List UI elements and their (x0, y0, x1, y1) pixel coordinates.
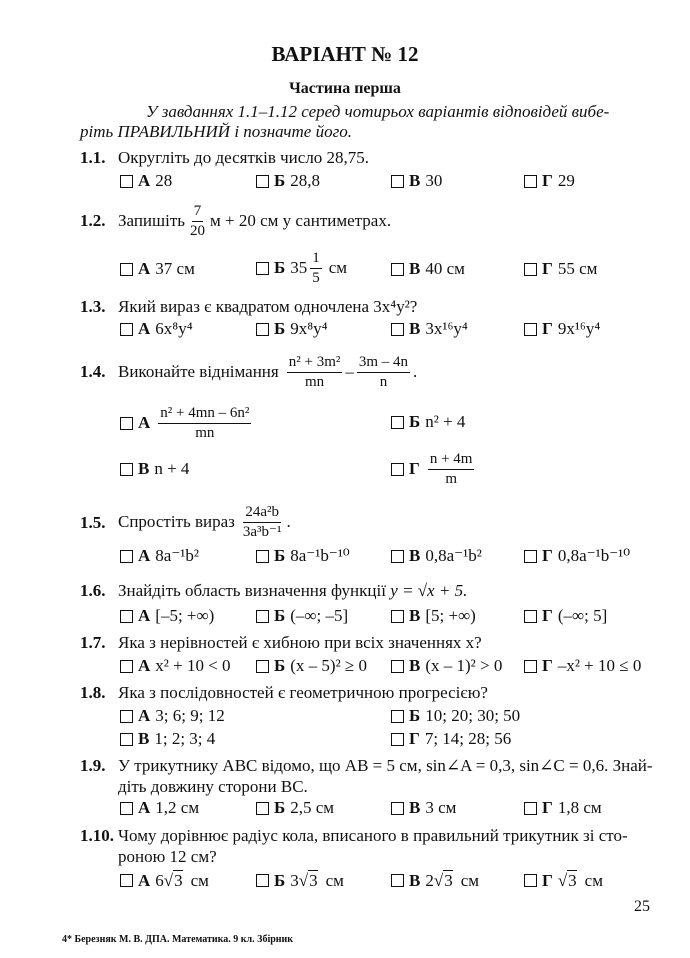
question-number: 1.8. (80, 683, 106, 702)
checkbox[interactable] (120, 417, 133, 430)
sqrt-icon: √ (163, 870, 174, 890)
option-letter: Б (274, 656, 286, 675)
unit: см (584, 870, 603, 890)
checkbox[interactable] (256, 262, 269, 275)
option-letter: А (138, 413, 151, 432)
option-a[interactable] (120, 319, 193, 339)
radicand: 3 (568, 871, 577, 890)
question-text (118, 197, 391, 245)
option-value: 30 (425, 171, 443, 190)
option-letter: Б (409, 706, 421, 725)
option-letter: Г (409, 729, 420, 748)
option-letter: Б (274, 546, 286, 565)
option-value: 9x⁸y⁴ (290, 319, 328, 338)
numerator: n + 4m (428, 450, 475, 470)
checkbox[interactable] (120, 550, 133, 563)
option-value: n + 4 (154, 459, 190, 478)
option-c[interactable] (120, 459, 189, 479)
question-number: 1.5. (80, 513, 106, 532)
option-c[interactable] (391, 319, 468, 339)
option-value: n² + 4 (425, 412, 466, 431)
radicand: 3 (174, 871, 183, 890)
option-value: 9x¹⁶y⁴ (557, 319, 601, 338)
option-a[interactable] (120, 870, 209, 891)
question-text: Яка з нерівностей є хибною при всіх значеннях x? (118, 633, 482, 652)
option-d[interactable] (524, 870, 603, 891)
option-letter: В (409, 656, 421, 675)
numerator: 3m – 4n (357, 353, 410, 373)
option-value: 7; 14; 28; 56 (424, 729, 512, 748)
option-value: 3 см (425, 798, 457, 817)
footer-note: 4* Березняк М. В. ДПА. Математика. 9 кл. Збірник (62, 934, 294, 945)
option-value: 2,5 см (290, 798, 335, 817)
question-text: Виконайте віднімання $\frac{\text{n² + 3m²}}{mn}$ – $\frac{3m - 4n}{n}$ . (118, 353, 418, 390)
checkbox[interactable] (256, 802, 269, 815)
option-value: 0,8a⁻¹b² (425, 546, 482, 565)
coefficient: 2 (425, 870, 434, 890)
option-integer: 35 (290, 258, 308, 277)
option-letter: А (138, 870, 151, 890)
option-letter: В (409, 546, 421, 565)
option-d[interactable] (524, 606, 607, 626)
denominator: mn (304, 373, 325, 390)
checkbox[interactable] (391, 802, 404, 815)
checkbox[interactable] (524, 323, 537, 336)
question-text: Який вираз є квадратом одночлена 3x⁴y²? (118, 297, 418, 316)
checkbox[interactable] (256, 660, 269, 673)
checkbox[interactable] (256, 874, 269, 887)
option-value: x² + 10 < 0 (155, 656, 231, 675)
question-text-line-1: У трикутнику ABC відомо, що AB = 5 см, sin∠A = 0,3, sin∠C = 0,6. Знай- (118, 756, 653, 775)
minus-sign: – (345, 362, 354, 381)
unit: см (460, 870, 479, 890)
question-text-line-2: діть довжину сторони BC. (118, 777, 308, 796)
checkbox[interactable] (256, 175, 269, 188)
option-letter: Б (274, 319, 286, 338)
option-letter: Г (542, 171, 553, 190)
checkbox[interactable] (120, 263, 133, 276)
option-letter: Б (274, 171, 286, 190)
instructions-line-2: ріть ПРАВИЛЬНИЙ і позначте його. (80, 122, 352, 141)
checkbox[interactable] (120, 323, 133, 336)
option-d[interactable] (524, 259, 597, 279)
fraction (241, 503, 284, 542)
option-value: 10; 20; 30; 50 (425, 706, 521, 725)
option-letter: В (138, 729, 150, 748)
option-letter: Г (542, 870, 553, 890)
option-a[interactable] (120, 706, 225, 726)
checkbox[interactable] (524, 550, 537, 563)
option-b[interactable] (256, 171, 320, 191)
question-number: 1.1. (80, 148, 106, 167)
question-text-line-1: Чому дорівнює радіус кола, вписаного в правильний трикутник зі сто- (118, 826, 628, 845)
option-value: 1; 2; 3; 4 (154, 729, 216, 748)
question-number: 1.9. (80, 756, 106, 775)
option-b[interactable] (256, 319, 328, 339)
option-d[interactable] (524, 798, 602, 818)
radicand: 3 (444, 871, 453, 890)
checkbox[interactable] (524, 874, 537, 887)
fraction (188, 202, 207, 241)
option-d[interactable] (524, 656, 641, 676)
text: Знайдіть область визначення функції (118, 581, 386, 600)
option-c[interactable] (391, 546, 482, 566)
numerator: n² + 4mn – 6n² (158, 404, 251, 424)
option-value: 1,2 см (155, 798, 200, 817)
checkbox[interactable] (120, 874, 133, 887)
radicand: 3 (309, 871, 318, 890)
option-d[interactable] (391, 729, 511, 749)
option-letter: Г (409, 459, 420, 478)
checkbox[interactable] (391, 550, 404, 563)
option-value: 8a⁻¹b⁻¹⁰ (290, 546, 350, 565)
option-value: (–∞; 5] (557, 606, 608, 625)
option-value: 40 см (425, 259, 465, 278)
numerator: 7 (192, 202, 204, 222)
denominator: n (379, 373, 388, 390)
part-subtitle: Частина перша (289, 80, 401, 97)
numerator: n² + 3m² (287, 353, 343, 373)
option-d[interactable] (524, 171, 575, 191)
sqrt-icon: √ (298, 870, 309, 890)
question-number: 1.3. (80, 297, 106, 316)
option-letter: В (409, 171, 421, 190)
option-c[interactable] (391, 606, 476, 626)
checkbox[interactable] (256, 323, 269, 336)
checkbox[interactable] (391, 463, 404, 476)
option-a[interactable] (120, 171, 172, 191)
option-c[interactable] (391, 259, 465, 279)
fraction (158, 404, 251, 443)
option-value: 55 см (557, 259, 598, 278)
option-letter: А (138, 656, 151, 675)
option-letter: А (138, 171, 151, 190)
option-letter: Г (542, 606, 553, 625)
option-letter: Г (542, 656, 553, 675)
sqrt-icon: √ (433, 870, 444, 890)
option-c[interactable] (391, 656, 502, 676)
option-b[interactable] (256, 656, 367, 676)
checkbox[interactable] (391, 610, 404, 623)
option-letter: Б (274, 606, 286, 625)
checkbox[interactable] (120, 175, 133, 188)
fraction (357, 353, 410, 392)
option-c[interactable] (120, 729, 215, 749)
option-b[interactable] (391, 706, 520, 726)
option-a[interactable] (120, 656, 231, 676)
checkbox[interactable] (391, 874, 404, 887)
page-title: ВАРІАНТ № 12 (271, 42, 419, 66)
option-value: 3x¹⁶y⁴ (425, 319, 468, 338)
sqrt-icon: √ (557, 870, 568, 890)
coefficient: 6 (155, 870, 164, 890)
option-value: (–∞; –5] (290, 606, 349, 625)
denominator: 3a³b⁻¹ (242, 523, 282, 540)
option-a[interactable] (120, 259, 195, 279)
formula: y = √x + 5. (390, 581, 468, 600)
question-text: Яка з послідовностей є геометричною прогресією? (118, 683, 488, 702)
option-b[interactable] (256, 246, 347, 290)
option-letter: Б (274, 258, 286, 277)
option-value: 6x⁸y⁴ (155, 319, 193, 338)
option-value: 0,8a⁻¹b⁻¹⁰ (557, 546, 631, 565)
fraction (287, 353, 343, 392)
option-letter: А (138, 706, 151, 725)
option-b[interactable] (256, 798, 334, 818)
denominator: 20 (190, 222, 206, 239)
checkbox[interactable] (391, 733, 404, 746)
unit: см (190, 870, 209, 890)
option-letter: А (138, 259, 151, 278)
option-letter: Б (274, 870, 286, 890)
option-b[interactable] (256, 870, 344, 891)
option-letter: А (138, 798, 151, 817)
checkbox[interactable] (524, 802, 537, 815)
numerator: 24a²b (243, 503, 281, 523)
option-letter: А (138, 606, 151, 625)
question-number: 1.4. (80, 362, 106, 381)
checkbox[interactable] (256, 550, 269, 563)
question-number: 1.2. (80, 211, 106, 230)
checkbox[interactable] (120, 710, 133, 723)
option-c[interactable] (391, 870, 479, 891)
option-value: –x² + 10 ≤ 0 (557, 656, 642, 675)
fraction (428, 450, 475, 489)
unit: см (328, 258, 348, 277)
denominator: m (445, 470, 457, 487)
option-d[interactable] (391, 446, 477, 492)
question-text-line-2: роною 12 см? (118, 847, 217, 866)
option-d[interactable] (524, 319, 600, 339)
option-d[interactable] (524, 546, 630, 566)
question-number: 1.10. (80, 826, 114, 845)
page-number: 25 (634, 898, 650, 915)
option-a[interactable] (120, 400, 254, 446)
question-number: 1.6. (80, 581, 106, 600)
option-value: 29 (557, 171, 575, 190)
numerator: 1 (310, 249, 322, 269)
option-letter: А (138, 546, 151, 565)
text: Спростіть вираз (118, 512, 235, 531)
unit: см (325, 870, 344, 890)
option-b[interactable] (256, 546, 350, 566)
checkbox[interactable] (391, 710, 404, 723)
text: м + 20 см у сантиметрах. (210, 211, 392, 230)
option-letter: В (138, 459, 150, 478)
checkbox[interactable] (120, 610, 133, 623)
option-value: [5; +∞) (425, 606, 476, 625)
instructions-line-1: У завданнях 1.1–1.12 серед чотирьох варіантів відповідей вибе- (146, 102, 610, 121)
checkbox[interactable] (524, 660, 537, 673)
option-value: 3; 6; 9; 12 (155, 706, 225, 725)
question-text: Округліть до десятків число 28,75. (118, 148, 370, 167)
option-letter: А (138, 319, 151, 338)
checkbox[interactable] (391, 263, 404, 276)
option-letter: Б (274, 798, 286, 817)
checkbox[interactable] (391, 416, 404, 429)
coefficient: 3 (290, 870, 299, 890)
checkbox[interactable] (524, 175, 537, 188)
option-value: 28 (155, 171, 173, 190)
fraction (310, 249, 322, 288)
option-value: (x – 5)² ≥ 0 (290, 656, 367, 675)
denominator: 5 (312, 269, 320, 286)
checkbox[interactable] (120, 463, 133, 476)
option-value: [–5; +∞) (155, 606, 215, 625)
option-value: 28,8 (290, 171, 320, 190)
option-letter: В (409, 259, 421, 278)
checkbox[interactable] (120, 802, 133, 815)
option-b[interactable] (391, 412, 465, 432)
checkbox[interactable] (256, 610, 269, 623)
option-letter: В (409, 606, 421, 625)
denominator: mn (195, 424, 215, 441)
option-a[interactable] (120, 798, 199, 818)
option-letter: Г (542, 259, 553, 278)
option-b[interactable] (256, 606, 348, 626)
option-a[interactable] (120, 546, 199, 566)
checkbox[interactable] (391, 323, 404, 336)
checkbox[interactable] (524, 610, 537, 623)
option-letter: Б (409, 412, 421, 431)
option-letter: В (409, 319, 421, 338)
checkbox[interactable] (120, 660, 133, 673)
option-value: (x – 1)² > 0 (425, 656, 503, 675)
option-letter: В (409, 870, 421, 890)
checkbox[interactable] (391, 175, 404, 188)
question-number: 1.7. (80, 633, 106, 652)
option-letter: Г (542, 546, 553, 565)
text: Запишіть (118, 211, 186, 230)
checkbox[interactable] (391, 660, 404, 673)
option-c[interactable] (391, 798, 456, 818)
option-value: 1,8 см (557, 798, 602, 817)
question-text: Спростіть вираз $\frac{\text{24a²b}}{\text{3a³b⁻¹}}$ . (118, 503, 291, 540)
checkbox[interactable] (524, 263, 537, 276)
question-text (118, 581, 467, 601)
option-value: 37 см (155, 259, 195, 278)
option-letter: В (409, 798, 421, 817)
option-value: 8a⁻¹b² (155, 546, 199, 565)
option-a[interactable] (120, 606, 214, 626)
text: Виконайте віднімання (118, 362, 279, 381)
checkbox[interactable] (120, 733, 133, 746)
option-letter: Г (542, 319, 553, 338)
option-c[interactable] (391, 171, 442, 191)
option-letter: Г (542, 798, 553, 817)
